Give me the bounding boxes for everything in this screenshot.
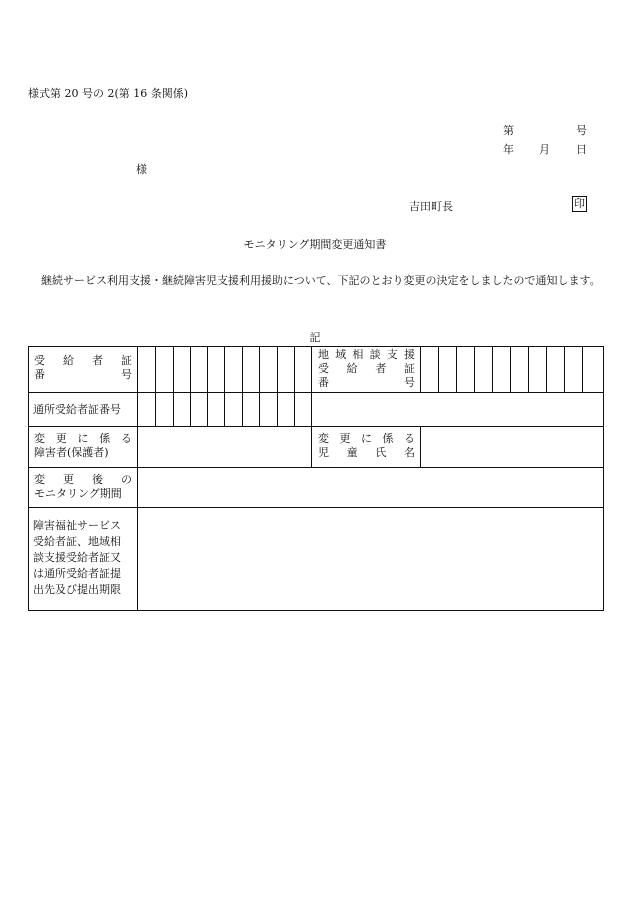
date-day: 日	[576, 143, 587, 156]
info-table	[28, 346, 604, 611]
label-changed-person: 変 更 に 係 る 障害者(保護者)	[34, 432, 132, 459]
date-month: 月	[539, 143, 550, 156]
number-suffix: 号	[576, 124, 587, 137]
date-year: 年	[503, 143, 514, 156]
label-recipient-number: 受 給 者 証 番 号	[34, 354, 132, 381]
ki-heading: 記	[309, 331, 321, 344]
label-tsusho-number: 通所受給者証番号	[33, 403, 121, 416]
label-changed-child: 変 更 に 係 る 児 童 氏 名	[318, 432, 415, 459]
document-title: モニタリング期間変更通知書	[243, 238, 387, 251]
body-text: 継続サービス利用支援・継続障害児支援利用援助について、下記のとおり変更の決定をしましたので通知します。	[41, 274, 601, 287]
form-label: 様式第 20 号の 2(第 16 条関係)	[28, 87, 189, 100]
addressee-suffix: 様	[136, 163, 147, 176]
label-monitoring-period: 変 更 後 の モニタリング期間	[34, 473, 132, 500]
label-submission: 障害福祉サービス 受給者証、地域相 談支援受給者証又 は通所受給者証提 出先及び提出期限	[33, 519, 121, 596]
label-support-number: 地 域 相 談 支 援 受 給 者 証 番 号	[318, 348, 415, 389]
seal-box: 印	[574, 197, 585, 210]
number-prefix: 第	[503, 124, 514, 137]
issuer: 吉田町長	[409, 200, 453, 213]
